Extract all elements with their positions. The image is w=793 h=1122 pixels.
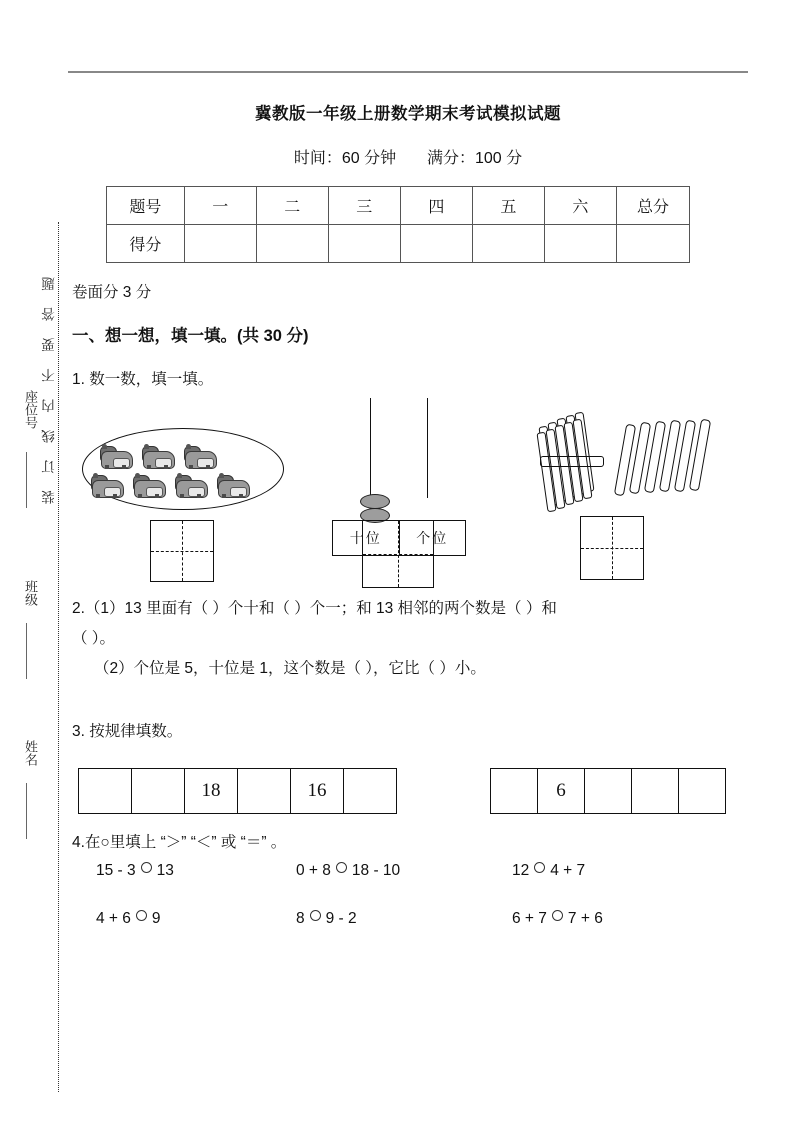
question-1-figures (72, 398, 752, 588)
strip-cell[interactable]: 18 (184, 769, 237, 813)
table-row-scores (107, 225, 690, 263)
strip-cell[interactable] (343, 769, 396, 813)
animal-icon (217, 473, 250, 498)
strip-cell[interactable] (584, 769, 631, 813)
score-col-1: 一 (184, 187, 256, 225)
compare-left: 0 + 8 (296, 862, 331, 879)
header-divider (68, 71, 748, 73)
answer-box-abacus[interactable] (362, 520, 434, 588)
score-table (106, 186, 690, 263)
animal-row-1 (100, 444, 268, 469)
compare-circle[interactable] (552, 910, 563, 921)
animal-icon (91, 473, 124, 498)
score-table-label-number: 题号 (107, 187, 185, 225)
info-label-class: 班级 (23, 580, 38, 606)
score-input-6[interactable] (544, 225, 616, 263)
abacus-figure (322, 398, 482, 546)
animal-icon (175, 473, 208, 498)
compare-left: 4 + 6 (96, 910, 131, 927)
paper-score-note: 卷面分 3 分 (72, 284, 152, 301)
number-strip-left (78, 768, 397, 814)
abacus-rod-ones (427, 398, 428, 498)
info-label-seat: 座位号 (23, 390, 38, 429)
score-col-6: 六 (544, 187, 616, 225)
exam-duration: 时间：60 分钟 (293, 150, 397, 167)
animal-icon (100, 444, 133, 469)
question-1-prompt: 1. 数一数，填一填。 (72, 371, 214, 388)
strip-cell[interactable] (678, 769, 725, 813)
compare-item (512, 862, 712, 880)
stick-bundle (542, 412, 604, 507)
compare-row-1 (96, 862, 736, 880)
compare-left: 15 - 3 (96, 862, 136, 879)
abacus-bead (360, 494, 390, 509)
loose-sticks (620, 420, 712, 502)
info-field-seat (16, 390, 40, 429)
score-col-total: 总分 (616, 187, 689, 225)
bundle-tie (540, 456, 604, 467)
compare-left: 8 (296, 910, 305, 927)
strip-cell[interactable]: 16 (290, 769, 343, 813)
animal-row-2 (91, 473, 268, 498)
question-4-expressions (96, 862, 736, 958)
score-input-2[interactable] (256, 225, 328, 263)
compare-right: 18 - 10 (351, 862, 401, 879)
compare-item (96, 862, 296, 880)
animal-icon (133, 473, 166, 498)
compare-circle[interactable] (534, 862, 545, 873)
compare-right: 4 + 7 (550, 862, 586, 879)
compare-item (296, 910, 512, 928)
info-label-name: 姓名 (23, 740, 38, 766)
score-input-total[interactable] (616, 225, 689, 263)
abacus-rod-tens (370, 398, 371, 498)
strip-cell[interactable]: 6 (537, 769, 584, 813)
compare-right: 7 + 6 (567, 910, 603, 927)
place-label-ones: 个位 (399, 521, 466, 555)
animal-group (100, 444, 268, 502)
question-2 (72, 594, 752, 684)
compare-circle[interactable] (310, 910, 321, 921)
compare-right: 9 - 2 (325, 910, 357, 927)
page-title: 冀教版一年级上册数学期末考试模拟试题 (255, 105, 561, 123)
sticks-figure (542, 406, 712, 511)
compare-left: 12 (512, 862, 530, 879)
strip-cell[interactable] (79, 769, 131, 813)
table-row-header (107, 187, 690, 225)
place-label-tens: 十位 (349, 530, 382, 546)
info-field-class (16, 580, 40, 606)
score-input-1[interactable] (184, 225, 256, 263)
question-3-prompt: 3. 按规律填数。 (72, 723, 183, 740)
compare-item (296, 862, 512, 880)
question-2-line-2: （ ）。 (72, 630, 116, 647)
animal-icon (142, 444, 175, 469)
question-2-line-3: （2）个位是 5，十位是 1，这个数是（ ），它比（ ）小。 (94, 660, 486, 677)
compare-item (512, 910, 712, 928)
score-input-5[interactable] (472, 225, 544, 263)
score-col-5: 五 (472, 187, 544, 225)
seal-line-text: 装订线内不要答题 (42, 260, 57, 504)
score-table-label-score: 得分 (107, 225, 185, 263)
score-col-3: 三 (328, 187, 400, 225)
score-col-4: 四 (400, 187, 472, 225)
compare-circle[interactable] (136, 910, 147, 921)
section-heading-1: 一、想一想，填一填。(共 30 分) (72, 327, 309, 345)
score-input-4[interactable] (400, 225, 472, 263)
compare-right: 13 (156, 862, 174, 879)
compare-item (96, 910, 296, 928)
answer-box-sticks[interactable] (580, 516, 644, 580)
info-field-name (16, 740, 40, 766)
compare-row-2 (96, 910, 736, 928)
score-col-2: 二 (256, 187, 328, 225)
strip-cell[interactable] (131, 769, 184, 813)
compare-circle[interactable] (141, 862, 152, 873)
question-2-line-1: 2.（1）13 里面有（ ）个十和（ ）个一；和 13 相邻的两个数是（ ）和 (72, 600, 557, 617)
compare-right: 9 (151, 910, 161, 927)
strip-cell[interactable] (491, 769, 537, 813)
exam-meta (68, 145, 748, 168)
binding-margin (0, 0, 68, 1122)
answer-box-animals[interactable] (150, 520, 214, 582)
compare-left: 6 + 7 (512, 910, 547, 927)
compare-circle[interactable] (336, 862, 347, 873)
exam-full-score: 满分：100 分 (427, 150, 523, 167)
score-input-3[interactable] (328, 225, 400, 263)
animal-icon (184, 444, 217, 469)
info-rule-name (26, 783, 27, 839)
info-rule-seat (26, 452, 27, 508)
strip-cell[interactable] (237, 769, 290, 813)
question-4-prompt: 4.在○里填上 “＞” “＜” 或 “＝” 。 (72, 834, 287, 851)
info-rule-class (26, 623, 27, 679)
number-strip-right (490, 768, 726, 814)
strip-cell[interactable] (631, 769, 678, 813)
